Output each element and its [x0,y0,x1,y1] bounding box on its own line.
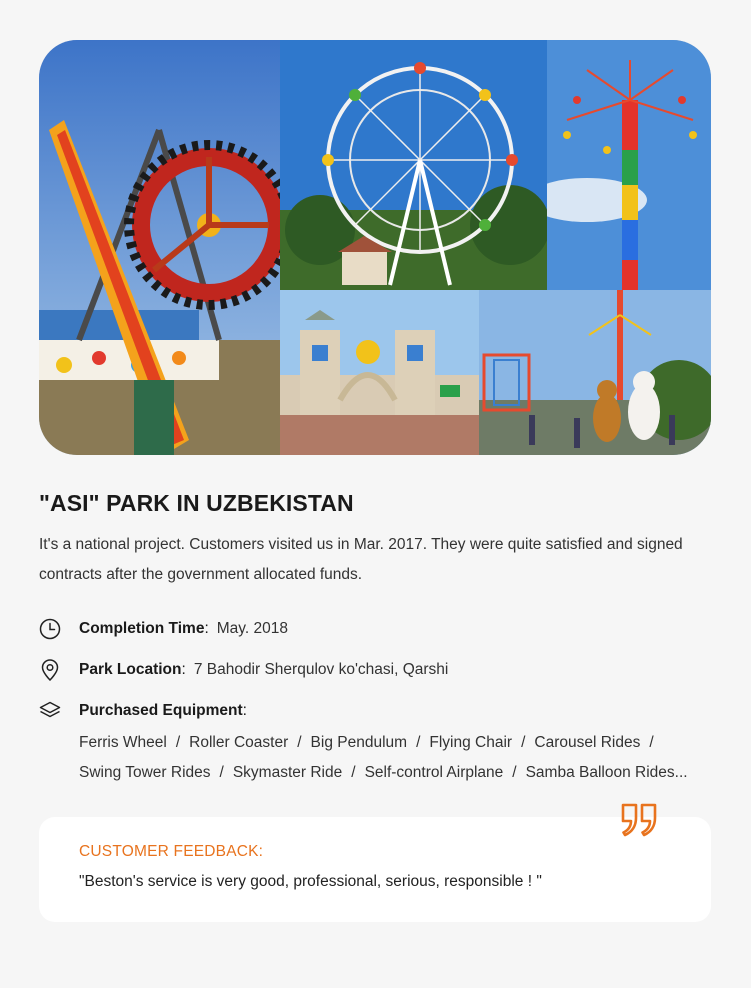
equipment-item: Roller Coaster [189,734,289,751]
customer-feedback-heading: CUSTOMER FEEDBACK: [79,843,264,860]
photo-park-gate [280,290,479,455]
photo-ferris-wheel [280,40,547,290]
equipment-item: Swing Tower Rides [79,764,211,781]
equipment-separator: / [649,734,654,751]
equipment-separator: / [351,764,356,781]
park-location-value: 7 Bahodir Sherqulov ko'chasi, Qarshi [193,661,449,678]
equipment-separator: / [297,734,302,751]
completion-time-value: May. 2018 [216,620,288,637]
photo-park-mascots [479,290,711,455]
photo-swing-tower [547,40,711,290]
equipment-item: Big Pendulum [310,734,408,751]
photo-collage [39,40,711,455]
equipment-item: Ferris Wheel [79,734,167,751]
equipment-separator: / [416,734,421,751]
equipment-item: Flying Chair [429,734,513,751]
park-location-row [39,659,448,681]
equipment-item: Carousel Rides [534,734,641,751]
purchased-equipment-label: Purchased Equipment [79,702,243,719]
completion-time-label: Completion Time [79,620,205,637]
customer-feedback-box [39,817,711,922]
equipment-separator: / [219,764,224,781]
purchased-equipment-colon: : [242,702,247,719]
layers-icon [39,700,61,722]
equipment-item: Skymaster Ride [232,764,343,781]
equipment-separator: / [175,734,181,751]
equipment-item: Self-control Airplane [364,764,504,781]
customer-feedback-quote: "Beston's service is very good, professional, serious, responsible ! " [79,873,542,890]
page-title: "ASI" PARK IN UZBEKISTAN [39,490,354,516]
park-location-label: Park Location [79,661,182,678]
park-location-colon: : [181,661,186,678]
project-description: It's a national project. Customers visited us in Mar. 2017. They were quite satisfied and signed contracts after the government allocated funds. [39,536,683,583]
equipment-item: Samba Balloon Rides... [525,764,688,781]
equipment-separator: / [512,764,517,781]
completion-time-row [39,618,288,640]
equipment-list [79,728,719,788]
location-pin-icon [39,659,61,681]
purchased-equipment-row [39,700,255,722]
quote-icon [620,802,658,838]
completion-time-colon: : [204,620,209,637]
equipment-separator: / [521,734,526,751]
photo-big-pendulum [39,40,280,455]
clock-icon [39,618,61,640]
